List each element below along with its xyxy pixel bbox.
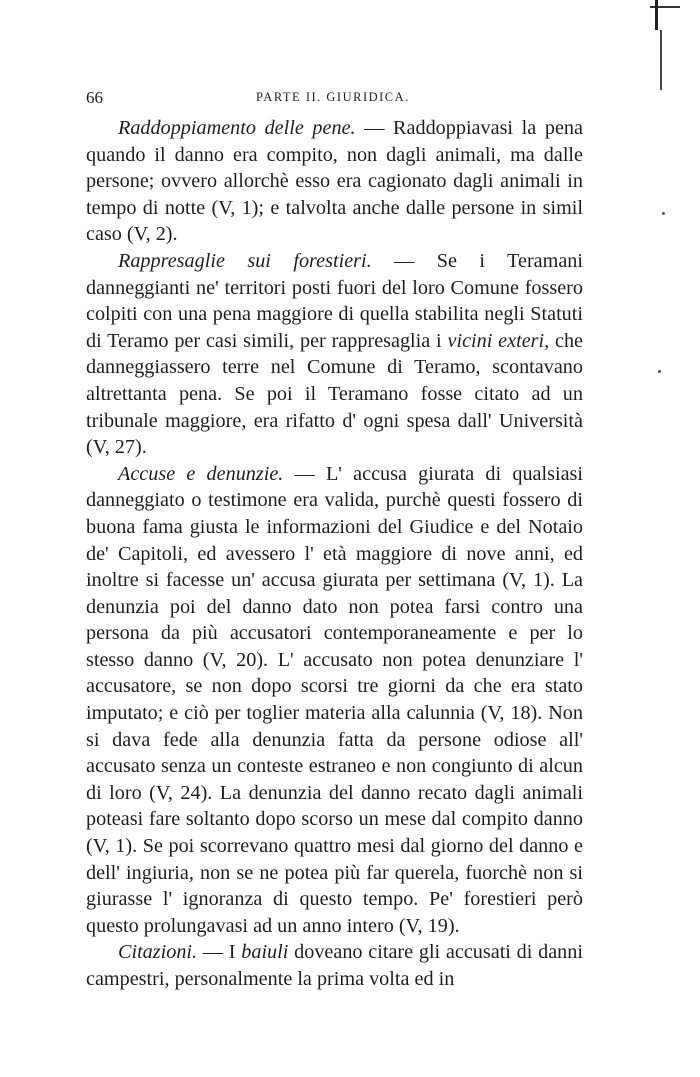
- paragraph-text: — Se i Teramani danneggianti ne' territori posti fuori del loro Comune fossero colpiti con una pena maggiore di quella stabilita negli Statuti di Teramo per casi simili, per rappresaglia i: [86, 249, 583, 352]
- paragraph-italic-term: vicini exteri,: [447, 329, 550, 352]
- page-number: 66: [86, 88, 103, 107]
- paragraph-heading: Accuse e denunzie.: [118, 462, 284, 485]
- paragraph-text: — Raddoppiavasi la pena quando il danno era compito, non dagli animali, ma dalle persone; ovvero allorchè esso era cagionato dagli animali in tempo di notte (V, 1); e talvolta anche dalle persone in simil caso (V, 2).: [86, 117, 583, 246]
- page-header: [86, 88, 581, 110]
- paragraph-italic-term: baiuli: [241, 941, 289, 964]
- scan-speck: [662, 212, 665, 215]
- paragraph-text: — I: [197, 941, 242, 964]
- running-head: PARTE II. GIURIDICA.: [256, 90, 410, 104]
- scan-margin-mark: [655, 0, 658, 30]
- paragraph-raddoppiamento: [86, 115, 583, 248]
- paragraph-text: doveano citare gli accusati di danni campestri, personalmente la prima volta ed in: [86, 941, 583, 990]
- paragraph-heading: Rappresaglie sui forestieri.: [118, 249, 372, 272]
- scan-margin-line: [660, 30, 662, 90]
- paragraph-rappresaglie: [86, 248, 583, 461]
- paragraph-citazioni: [86, 939, 583, 992]
- paragraph-text: — L' accusa giurata di qualsiasi danneggiato o testimone era valida, purchè questi fossero di buona fama giusta le informazioni del Giudice e del Notaio de' Capitoli, ed avessero l' età maggiore di nove anni, ed inoltre si facesse un' accusa giurata per settimana (V, 1). La denunzia poi del danno dato non potea farsi contro una persona da più accusatori contemporaneamente e per lo stesso danno (V, 20). L' accusato non potea denunziare l' accusatore, se non dopo scorsi tre giorni da che era stato imputato; e ciò per toglier materia alla calunnia (V, 18). Non si dava fede alla denunzia fatta da persone odiose all' accusato senza un conteste estraneo e non congiunto di alcun di loro (V, 24). La denunzia del danno recato dagli animali poteasi fare soltanto dopo scorso un mese dal compito danno (V, 1). Se poi scorrevano quattro mesi dal giorno del danno e dell' ingiuria, non se ne potea più far querela, fuorchè non si giurasse l' ignoranza di questo tempo. Pe' forestieri però questo prolungavasi ad un anno intero (V, 19).: [86, 462, 583, 937]
- paragraph-accuse: [86, 461, 583, 940]
- paragraph-heading: Raddoppiamento delle pene.: [118, 117, 356, 139]
- scan-speck: [658, 370, 661, 373]
- paragraph-text: che danneggiassero terre nel Comune di Teramo, scontavano altrettanta pena. Se poi il Teramano fosse citato ad un tribunale maggiore, era rifatto d' ogni spesa dall' Università (V, 27).: [86, 329, 584, 459]
- paragraph-heading: Citazioni.: [118, 941, 198, 964]
- body-text: [86, 115, 583, 993]
